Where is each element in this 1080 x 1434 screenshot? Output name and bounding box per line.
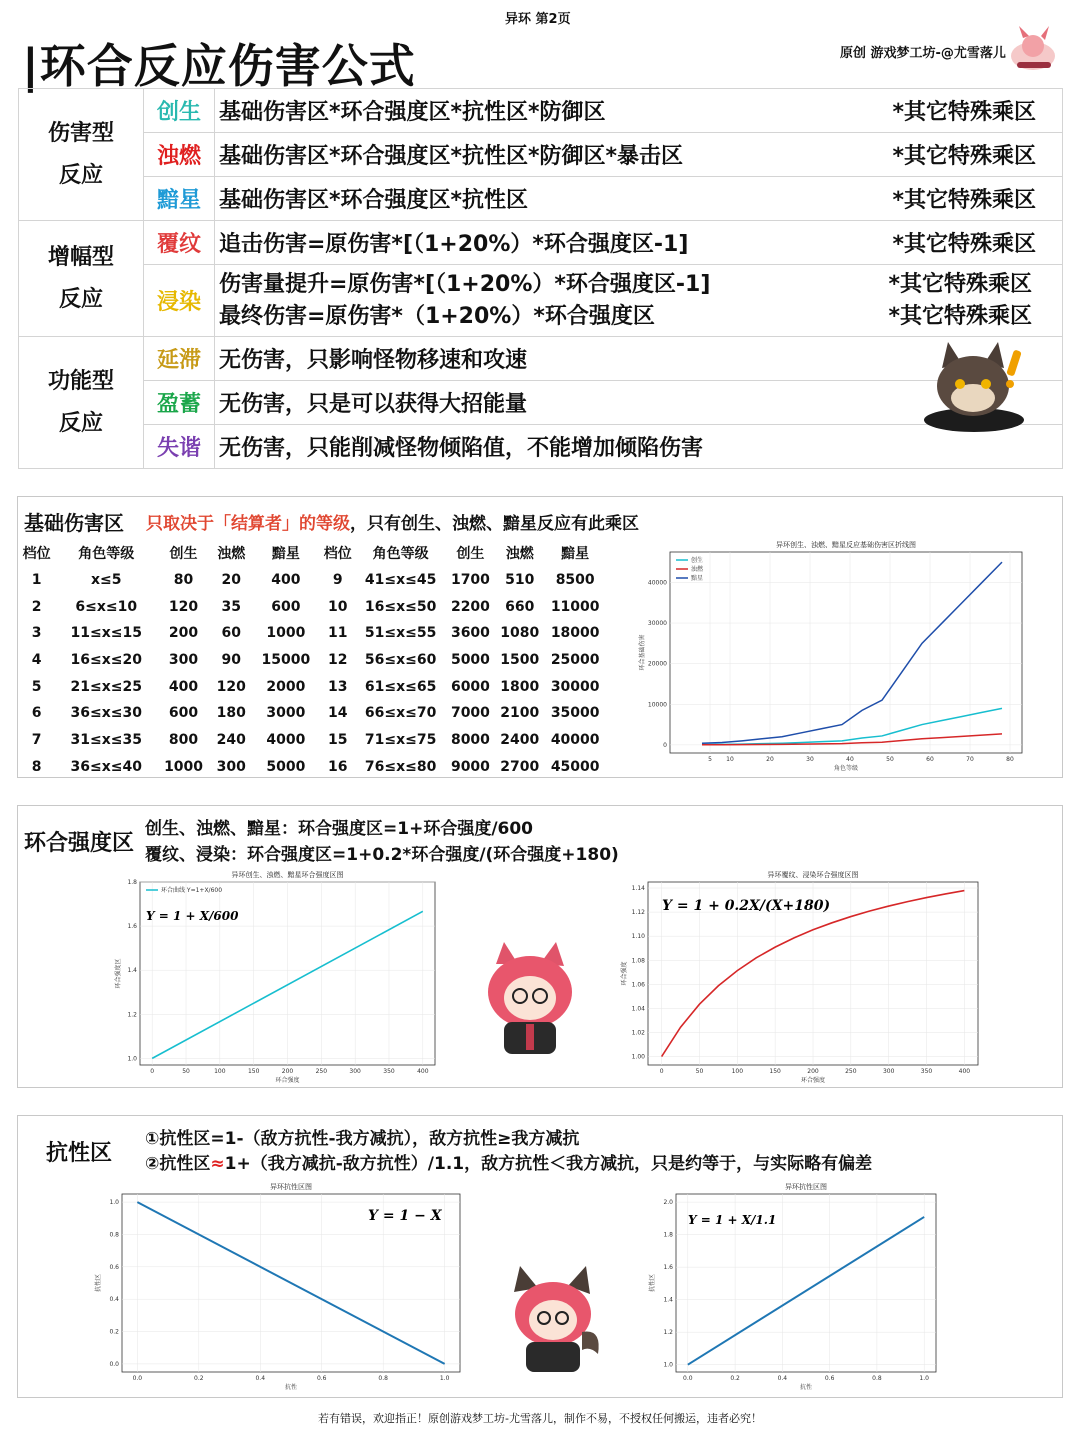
intensity-curve-chart xyxy=(618,868,983,1086)
x-tick-label: 5 xyxy=(708,756,712,763)
table-cell: 71≤x≤75 xyxy=(364,732,437,749)
y-tick-label: 0.4 xyxy=(109,1296,119,1304)
table-header-cell: 档位 xyxy=(22,546,51,563)
x-tick-label: 100 xyxy=(731,1068,744,1075)
table-cell: 60 xyxy=(221,625,242,642)
footer-disclaimer: 若有错误，欢迎指正！原创游戏梦工坊-尤雪落儿，制作不易，不授权任何搬运，违者必究！ xyxy=(318,1412,762,1425)
table-cell: 13 xyxy=(327,678,348,695)
reaction-row-5 xyxy=(19,265,1063,337)
table-cell: 6000 xyxy=(450,678,490,695)
table-cell: 41≤x≤45 xyxy=(364,572,437,589)
x-tick-label: 150 xyxy=(769,1068,781,1075)
formula-label: Y = 1 + X/600 xyxy=(146,909,239,923)
x-tick-label: 60 xyxy=(926,756,934,763)
y-tick-label: 1.02 xyxy=(631,1029,645,1037)
table-cell: 40000 xyxy=(550,732,600,749)
y-tick-label: 0.6 xyxy=(109,1263,119,1271)
category-label: 增幅型 xyxy=(47,244,114,270)
formula-text: ②抗性区 xyxy=(145,1154,211,1174)
author-credit: 原创 游戏梦工坊-@尤雪落儿 xyxy=(840,46,1006,61)
table-cell: 200 xyxy=(168,625,199,642)
formula-text: 追击伤害=原伤害*[（1+20%）*环合强度区-1] xyxy=(219,232,689,257)
resistance-formula-1: ①抗性区=1-（敌方抗性-我方减抗），敌方抗性≥我方减抗 xyxy=(145,1129,580,1149)
y-axis-label: 抗性区 xyxy=(95,1273,102,1293)
reaction-name: 失谐 xyxy=(144,425,215,469)
table-cell: 36≤x≤40 xyxy=(70,758,142,775)
table-row xyxy=(17,673,320,700)
x-tick-label: 0.8 xyxy=(378,1375,388,1382)
resistance-formula-2 xyxy=(145,1149,872,1174)
table-cell: 9000 xyxy=(450,758,490,775)
table-cell: x≤5 xyxy=(90,572,122,589)
table-row xyxy=(320,673,606,700)
intensity-linear-chart xyxy=(110,868,445,1086)
formula-label: Y = 1 + X/1.1 xyxy=(688,1213,777,1227)
table-cell: 1 xyxy=(31,572,42,589)
table-cell: 36≤x≤30 xyxy=(70,705,142,722)
table-cell: 11 xyxy=(327,625,348,642)
resistance-approx-chart xyxy=(642,1178,942,1396)
category-label: 反应 xyxy=(58,162,103,188)
formula-text: 基础伤害区*环合强度区*抗性区*防御区 xyxy=(219,100,606,125)
x-tick-label: 0.0 xyxy=(132,1375,143,1382)
reaction-formula xyxy=(215,265,1063,337)
table-header-cell: 浊燃 xyxy=(217,546,246,563)
table-cell: 600 xyxy=(168,705,199,722)
reaction-name: 浸染 xyxy=(144,265,215,337)
table-header-row xyxy=(320,540,606,567)
reaction-row-1 xyxy=(19,89,1063,133)
table-header-cell: 浊燃 xyxy=(505,546,534,563)
base-damage-table-left xyxy=(17,540,320,780)
table-cell: 80 xyxy=(173,572,194,589)
table-cell: 9 xyxy=(332,572,343,589)
y-tick-label: 1.4 xyxy=(663,1296,673,1304)
table-cell: 2700 xyxy=(500,758,540,775)
wolf-mascot-image xyxy=(918,338,1036,434)
x-axis-label: 环合强度 xyxy=(275,1077,300,1084)
y-tick-label: 20000 xyxy=(647,660,667,668)
x-tick-label: 250 xyxy=(315,1068,328,1075)
x-tick-label: 20 xyxy=(766,756,774,763)
y-tick-label: 2.0 xyxy=(663,1199,673,1207)
x-tick-label: 0.2 xyxy=(730,1375,740,1382)
table-cell: 56≤x≤60 xyxy=(364,652,437,669)
mascot-corner-image xyxy=(1003,24,1061,74)
reaction-row-7 xyxy=(19,381,1063,425)
x-tick-label: 50 xyxy=(886,756,894,763)
y-tick-label: 1.0 xyxy=(109,1199,119,1207)
table-row xyxy=(320,593,606,620)
x-tick-label: 50 xyxy=(182,1068,190,1075)
y-tick-label: 1.6 xyxy=(663,1264,673,1272)
table-cell: 660 xyxy=(505,598,535,615)
chart-title: 异环创生、浊燃、黯星环合强度区图 xyxy=(231,871,344,879)
table-cell: 66≤x≤70 xyxy=(364,705,437,722)
table-row xyxy=(320,700,606,727)
base-damage-line-chart xyxy=(628,538,1028,773)
reaction-name: 创生 xyxy=(144,89,215,133)
table-cell: 3 xyxy=(31,625,42,642)
table-row xyxy=(320,754,606,781)
table-header-cell: 角色等级 xyxy=(372,546,429,563)
table-cell: 5000 xyxy=(450,652,490,669)
table-row xyxy=(17,700,320,727)
table-header-cell: 创生 xyxy=(456,546,485,563)
y-tick-label: 1.12 xyxy=(631,909,645,917)
table-row xyxy=(320,567,606,594)
table-row xyxy=(17,567,320,594)
formula-label: Y = 1 − X xyxy=(368,1208,442,1224)
table-cell: 8000 xyxy=(450,732,490,749)
formula-extra: *其它特殊乘区 xyxy=(892,144,1036,169)
chart-title: 异环抗性区图 xyxy=(785,1183,827,1191)
category-label: 反应 xyxy=(58,410,103,436)
x-tick-label: 200 xyxy=(807,1068,819,1075)
girl-mascot-2-image xyxy=(498,1262,608,1374)
y-tick-label: 0.8 xyxy=(109,1231,119,1239)
note-text: ，只有创生、浊燃、黯星反应有此乘区 xyxy=(350,514,639,534)
table-cell: 90 xyxy=(221,652,242,669)
table-cell: 20 xyxy=(221,572,242,589)
x-tick-label: 50 xyxy=(695,1068,704,1075)
table-cell: 600 xyxy=(271,598,301,615)
x-tick-label: 350 xyxy=(920,1068,933,1075)
table-header-cell: 角色等级 xyxy=(78,546,135,563)
table-header-row xyxy=(17,540,320,567)
table-cell: 16≤x≤50 xyxy=(364,598,437,615)
x-tick-label: 0.0 xyxy=(683,1375,693,1382)
table-header-cell: 黯星 xyxy=(561,546,590,563)
y-tick-label: 1.8 xyxy=(127,879,137,886)
formula-text: 无伤害，只是可以获得大招能量 xyxy=(219,392,528,417)
table-cell: 300 xyxy=(216,758,246,775)
reaction-name: 延滞 xyxy=(144,337,215,381)
y-tick-label: 30000 xyxy=(647,620,667,628)
table-cell: 11≤x≤15 xyxy=(70,625,142,642)
x-tick-label: 0.2 xyxy=(194,1375,204,1382)
reaction-formula xyxy=(215,221,1063,265)
table-cell: 6 xyxy=(31,705,42,722)
y-tick-label: 40000 xyxy=(647,579,667,587)
section-title: 抗性区 xyxy=(46,1141,113,1166)
table-cell: 1000 xyxy=(164,758,204,775)
y-tick-label: 1.04 xyxy=(631,1005,645,1013)
section-note xyxy=(146,509,639,534)
x-tick-label: 1.0 xyxy=(919,1375,929,1382)
legend-label: 浊燃 xyxy=(691,566,704,573)
table-cell: 16≤x≤20 xyxy=(70,652,142,669)
x-tick-label: 0.8 xyxy=(872,1375,882,1382)
x-tick-label: 0.6 xyxy=(316,1375,327,1382)
formula-text: 1+（我方减抗-敌方抗性）/1.1，敌方抗性＜我方减抗，只是约等于，与实际略有偏差 xyxy=(224,1154,873,1174)
page-title: |环合反应伤害公式 xyxy=(22,39,416,93)
table-cell: 31≤x≤35 xyxy=(70,732,142,749)
x-tick-label: 0 xyxy=(659,1068,664,1075)
formula-extra: *其它特殊乘区 xyxy=(892,188,1036,213)
table-cell: 1800 xyxy=(500,678,540,695)
table-cell: 45000 xyxy=(550,758,600,775)
y-tick-label: 10000 xyxy=(647,701,667,709)
formula-extra: *其它特殊乘区 xyxy=(892,232,1036,257)
reaction-row-3 xyxy=(19,177,1063,221)
y-tick-label: 1.8 xyxy=(663,1231,673,1239)
reaction-formula xyxy=(215,177,1063,221)
intensity-formula-1: 创生、浊燃、黯星：环合强度区=1+环合强度/600 xyxy=(145,819,534,839)
reaction-name: 黯星 xyxy=(144,177,215,221)
y-tick-label: 1.00 xyxy=(631,1053,645,1061)
reaction-row-6 xyxy=(19,337,1063,381)
table-cell: 2000 xyxy=(266,678,306,695)
table-header-cell: 黯星 xyxy=(271,546,300,563)
x-axis-label: 抗性 xyxy=(284,1384,298,1391)
table-cell: 16 xyxy=(327,758,348,775)
table-cell: 120 xyxy=(168,598,199,615)
x-axis-label: 角色等级 xyxy=(833,765,859,772)
girl-mascot-image xyxy=(474,942,584,1060)
table-cell: 21≤x≤25 xyxy=(70,678,142,695)
x-tick-label: 250 xyxy=(845,1068,857,1075)
category-label: 反应 xyxy=(58,286,103,312)
table-cell: 5000 xyxy=(266,758,306,775)
table-cell: 7000 xyxy=(450,705,490,722)
x-tick-label: 100 xyxy=(214,1068,226,1075)
formula-text: 伤害量提升=原伤害*[（1+20%）*环合强度区-1] xyxy=(219,271,711,297)
category-function xyxy=(19,337,144,469)
table-cell: 76≤x≤80 xyxy=(364,758,437,775)
y-tick-label: 1.08 xyxy=(631,957,645,965)
table-cell: 25000 xyxy=(550,652,600,669)
formula-text: 基础伤害区*环合强度区*抗性区 xyxy=(219,188,529,213)
table-cell: 15000 xyxy=(261,652,311,669)
table-row xyxy=(17,593,320,620)
x-tick-label: 400 xyxy=(417,1068,429,1075)
chart-title: 异环抗性区图 xyxy=(270,1183,312,1191)
x-tick-label: 40 xyxy=(846,756,854,763)
category-amplify xyxy=(19,221,144,337)
chart-title: 异环创生、浊燃、黯星反应基础伤害区折线图 xyxy=(776,541,916,549)
x-tick-label: 1.0 xyxy=(439,1375,450,1382)
category-label: 功能型 xyxy=(47,368,114,394)
x-tick-label: 300 xyxy=(882,1068,895,1075)
plot-frame xyxy=(670,552,1022,753)
table-cell: 61≤x≤65 xyxy=(364,678,437,695)
table-cell: 240 xyxy=(216,732,246,749)
table-cell: 1000 xyxy=(266,625,306,642)
table-cell: 3000 xyxy=(266,705,306,722)
table-cell: 30000 xyxy=(550,678,600,695)
legend-label: 创生 xyxy=(691,557,704,564)
y-tick-label: 0.2 xyxy=(109,1328,119,1336)
y-axis-label: 环合基础伤害 xyxy=(639,634,646,671)
table-cell: 6≤x≤10 xyxy=(75,598,138,615)
x-tick-label: 30 xyxy=(806,756,814,763)
x-axis-label: 抗性 xyxy=(799,1384,813,1391)
table-cell: 800 xyxy=(168,732,199,749)
y-tick-label: 1.06 xyxy=(631,981,645,989)
table-cell: 1080 xyxy=(500,625,540,642)
formula-extra: *其它特殊乘区 xyxy=(892,100,1036,125)
y-tick-label: 1.0 xyxy=(663,1361,673,1369)
table-row xyxy=(320,620,606,647)
x-tick-label: 0.6 xyxy=(824,1375,835,1382)
formula-text: 无伤害，只能削减怪物倾陷值，不能增加倾陷伤害 xyxy=(219,436,704,461)
reaction-name: 浊燃 xyxy=(144,133,215,177)
x-tick-label: 70 xyxy=(966,756,974,763)
x-tick-label: 300 xyxy=(349,1068,361,1075)
x-tick-label: 150 xyxy=(247,1068,260,1075)
table-cell: 400 xyxy=(271,572,301,589)
reaction-name: 盈蓄 xyxy=(144,381,215,425)
y-tick-label: 1.0 xyxy=(127,1055,137,1063)
table-cell: 2400 xyxy=(500,732,540,749)
formula-extra: *其它特殊乘区 xyxy=(888,303,1032,329)
x-tick-label: 80 xyxy=(1006,756,1014,763)
reaction-formula xyxy=(215,89,1063,133)
x-axis-label: 环合强度 xyxy=(800,1077,826,1084)
table-cell: 10 xyxy=(327,598,348,615)
page-label: 异环 第2页 xyxy=(505,12,571,27)
x-tick-label: 0.4 xyxy=(777,1375,788,1382)
y-tick-label: 1.14 xyxy=(631,885,645,893)
legend-label: 环合曲线 Y=1+X/600 xyxy=(161,887,223,894)
table-cell: 18000 xyxy=(550,625,600,642)
table-row xyxy=(17,647,320,674)
table-cell: 7 xyxy=(31,732,42,749)
table-row xyxy=(17,754,320,781)
y-axis-label: 抗性区 xyxy=(649,1273,656,1293)
section-title: 环合强度区 xyxy=(24,831,135,856)
y-axis-label: 环合强度 xyxy=(621,961,628,986)
formula-text: 最终伤害=原伤害*（1+20%）*环合强度区 xyxy=(219,303,655,329)
table-cell: 2200 xyxy=(450,598,490,615)
chart-title: 异环覆纹、浸染环合强度区图 xyxy=(767,871,859,879)
table-row xyxy=(320,647,606,674)
reaction-row-8 xyxy=(19,425,1063,469)
table-cell: 4 xyxy=(31,652,42,669)
table-row xyxy=(17,727,320,754)
reaction-row-4 xyxy=(19,221,1063,265)
x-tick-label: 350 xyxy=(383,1068,395,1075)
y-axis-label: 环合强度区 xyxy=(115,958,122,989)
table-cell: 12 xyxy=(327,652,348,669)
formula-text: 无伤害，只影响怪物移速和攻速 xyxy=(219,348,528,373)
x-tick-label: 0.4 xyxy=(255,1375,266,1382)
table-cell: 5 xyxy=(31,678,42,695)
table-cell: 51≤x≤55 xyxy=(364,625,437,642)
base-damage-table-right xyxy=(320,540,606,780)
formula-label: Y = 1 + 0.2X/(X+180) xyxy=(662,898,831,914)
table-cell: 35000 xyxy=(550,705,600,722)
table-row xyxy=(320,727,606,754)
resistance-linear-chart xyxy=(88,1178,466,1396)
y-tick-label: 0 xyxy=(663,741,667,749)
table-cell: 120 xyxy=(216,678,246,695)
table-header-cell: 创生 xyxy=(169,546,198,563)
table-cell: 180 xyxy=(216,705,246,722)
category-damage xyxy=(19,89,144,221)
table-cell: 1700 xyxy=(450,572,490,589)
y-tick-label: 1.4 xyxy=(127,967,137,975)
reaction-table xyxy=(18,88,1063,469)
table-cell: 11000 xyxy=(550,598,600,615)
reaction-row-2 xyxy=(19,133,1063,177)
formula-text: 基础伤害区*环合强度区*抗性区*防御区*暴击区 xyxy=(219,144,684,169)
table-cell: 2100 xyxy=(500,705,540,722)
x-tick-label: 400 xyxy=(958,1068,971,1075)
legend-label: 黯星 xyxy=(691,575,704,582)
table-cell: 4000 xyxy=(266,732,306,749)
table-cell: 400 xyxy=(168,678,199,695)
table-cell: 14 xyxy=(327,705,348,722)
x-tick-label: 10 xyxy=(726,756,734,763)
y-tick-label: 1.10 xyxy=(631,933,645,941)
table-header-cell: 档位 xyxy=(323,546,352,563)
y-tick-label: 1.2 xyxy=(127,1011,137,1019)
section-title: 基础伤害区 xyxy=(24,511,124,535)
category-label: 伤害型 xyxy=(47,120,114,146)
table-cell: 8 xyxy=(31,758,42,775)
intensity-formula-2: 覆纹、浸染：环合强度区=1+0.2*环合强度/(环合强度+180) xyxy=(145,845,619,865)
note-highlight: 只取决于「结算者」的等级 xyxy=(146,514,350,534)
table-cell: 3600 xyxy=(450,625,490,642)
table-row xyxy=(17,620,320,647)
x-tick-label: 200 xyxy=(281,1068,294,1075)
table-cell: 300 xyxy=(168,652,199,669)
x-tick-label: 0 xyxy=(150,1068,155,1075)
formula-extra: *其它特殊乘区 xyxy=(888,271,1032,297)
table-cell: 1500 xyxy=(500,652,540,669)
reaction-formula xyxy=(215,133,1063,177)
table-cell: 2 xyxy=(31,598,42,615)
table-cell: 35 xyxy=(221,598,242,615)
table-cell: 510 xyxy=(505,572,535,589)
y-tick-label: 1.6 xyxy=(127,923,137,931)
y-tick-label: 0.0 xyxy=(109,1360,119,1368)
table-cell: 8500 xyxy=(555,572,595,589)
reaction-name: 覆纹 xyxy=(144,221,215,265)
approx-symbol: ≈ xyxy=(210,1154,225,1174)
table-cell: 15 xyxy=(327,732,348,749)
y-tick-label: 1.2 xyxy=(663,1329,673,1337)
